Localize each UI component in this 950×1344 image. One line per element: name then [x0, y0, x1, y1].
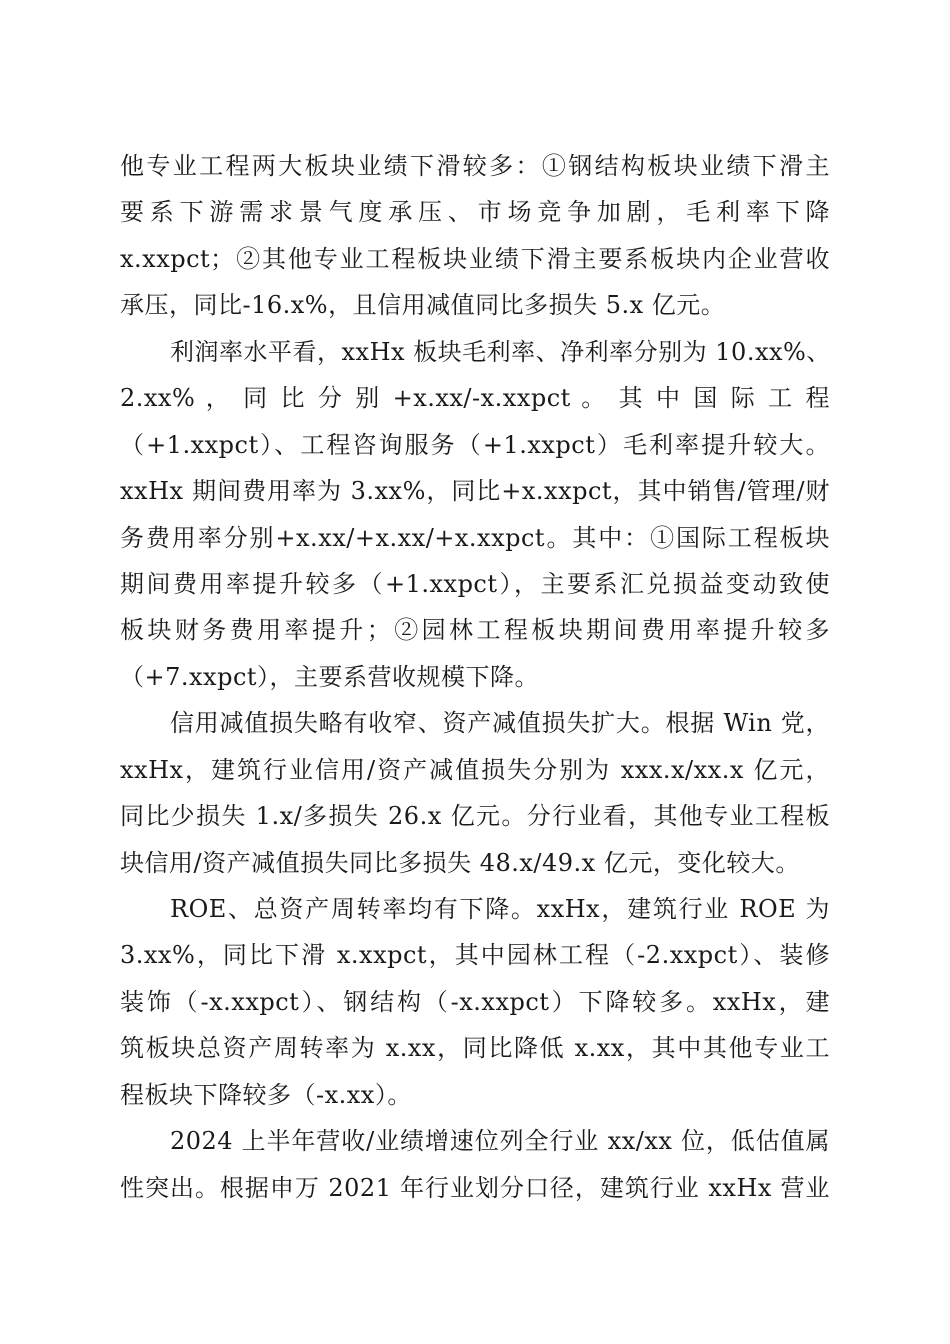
text-line: x.xxpct；②其他专业工程板块业绩下滑主要系板块内企业营收 [120, 244, 830, 273]
paragraph-roe [120, 889, 830, 1121]
text-line: （+7.xxpct），主要系营收规模下降。 [120, 662, 540, 691]
text-line: 程板块下降较多（-x.xx）。 [120, 1080, 412, 1109]
text-line: 他专业工程两大板块业绩下滑较多：①钢结构板块业绩下滑主 [120, 152, 830, 180]
text-line: （+1.xxpct）、工程咨询服务（+1.xxpct）毛利率提升较大。 [120, 430, 830, 459]
paragraph-profit-margin [120, 332, 830, 704]
text-line: 承压，同比-16.x%，且信用减值同比多损失 5.x 亿元。 [120, 291, 726, 320]
text-line: 信用减值损失略有收窄、资产减值损失扩大。根据 Win 党， [170, 709, 830, 738]
text-line: 性突出。根据申万 2021 年行业划分口径，建筑行业 xxHx 营业 [120, 1173, 830, 1202]
paragraph-impairment [120, 703, 830, 889]
text-line: 利润率水平看，xxHx 板块毛利率、净利率分别为 10.xx%、 [170, 337, 831, 366]
paragraph-steel-structure [120, 146, 830, 332]
text-line: 装饰（-x.xxpct）、钢结构（-x.xxpct）下降较多。xxHx，建 [120, 987, 830, 1016]
text-line: 期间费用率提升较多（+1.xxpct），主要系汇兑损益变动致使 [120, 569, 830, 598]
text-line: ROE、总资产周转率均有下降。xxHx，建筑行业 ROE 为 [170, 895, 830, 923]
text-line: 2.xx% ， 同 比 分 别 +x.xx/-x.xxpct 。 其 中 国 际 工 程 [120, 384, 830, 413]
text-line: xxHx 期间费用率为 3.xx%，同比+x.xxpct，其中销售/管理/财 [120, 477, 830, 506]
text-line: 2024 上半年营收/业绩增速位列全行业 xx/xx 位，低估值属 [170, 1127, 830, 1156]
text-line: 同比少损失 1.x/多损失 26.x 亿元。分行业看，其他专业工程板 [120, 802, 830, 831]
text-line: 务费用率分别+x.xx/+x.xx/+x.xxpct。其中：①国际工程板块 [120, 523, 830, 552]
text-line: 板块财务费用率提升；②园林工程板块期间费用率提升较多 [120, 616, 830, 645]
text-line: xxHx，建筑行业信用/资产减值损失分别为 xxx.x/xx.x 亿元， [120, 755, 830, 784]
text-line: 筑板块总资产周转率为 x.xx，同比降低 x.xx，其中其他专业工 [120, 1034, 830, 1063]
document-page [120, 146, 830, 1214]
text-line: 块信用/资产减值损失同比多损失 48.x/49.x 亿元，变化较大。 [120, 848, 800, 877]
text-line: 要系下游需求景气度承压、市场竞争加剧，毛利率下降 [120, 198, 830, 227]
text-line: 3.xx%，同比下滑 x.xxpct，其中园林工程（-2.xxpct）、装修 [120, 941, 830, 970]
paragraph-growth-ranking [120, 1121, 830, 1214]
